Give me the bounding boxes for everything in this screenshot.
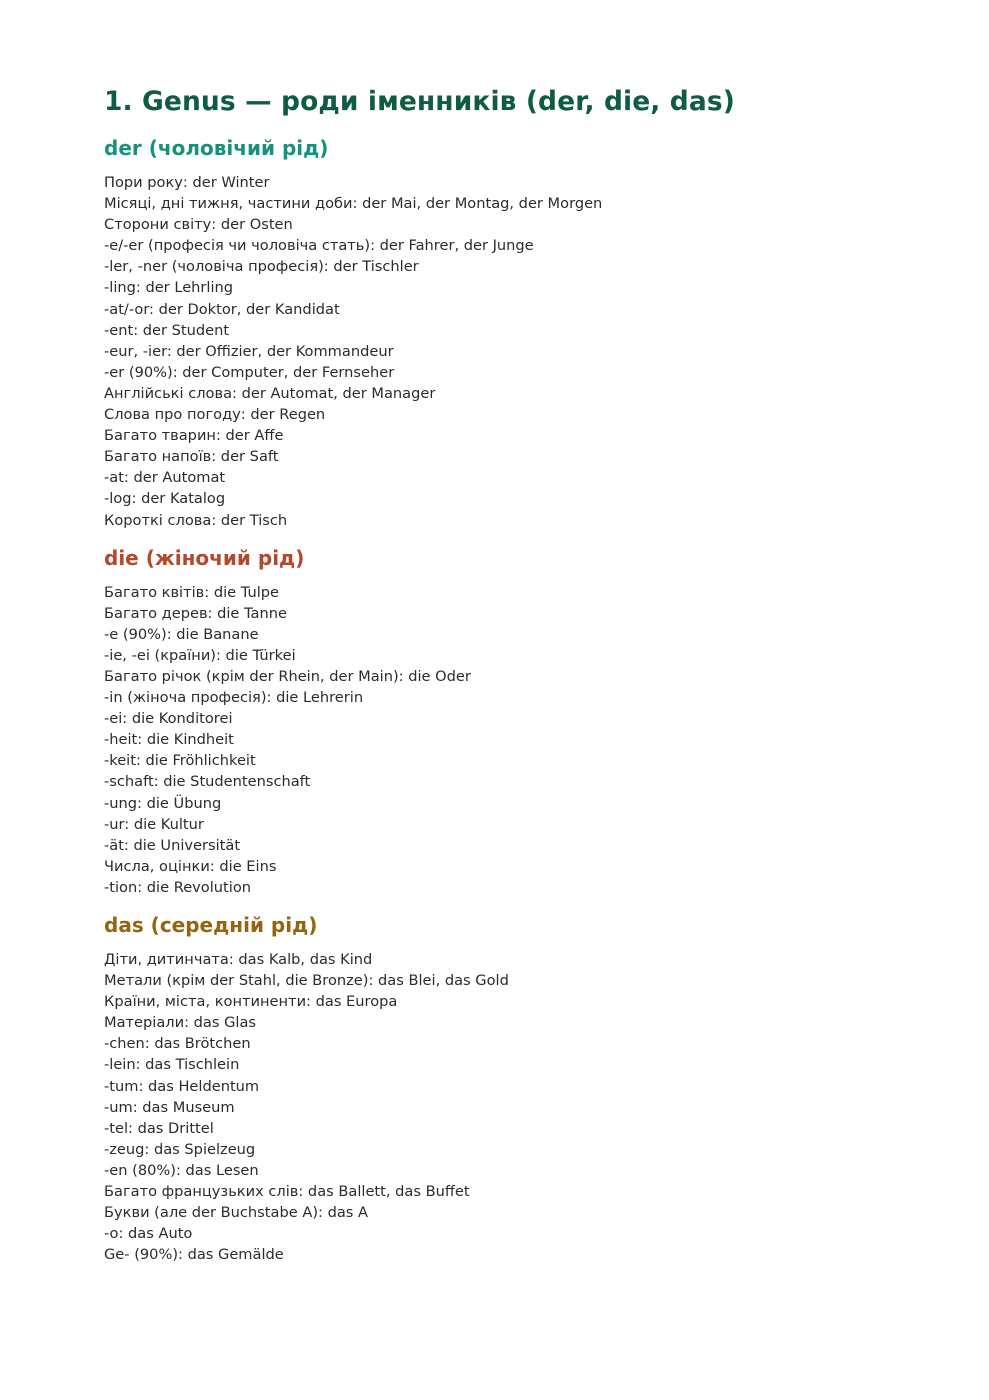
list-item-das: -lein: das Tischlein — [104, 1056, 240, 1074]
list-item-das: -um: das Museum — [104, 1098, 235, 1116]
list-item-der: -ling: der Lehrling — [104, 279, 234, 297]
list-item-das: Діти, дитинчата: das Kalb, das Kind — [104, 951, 373, 968]
list-item-das: Матеріали: das Glas — [104, 1014, 257, 1032]
list-item-der: Короткі слова: der Tisch — [104, 511, 288, 529]
list-item-das: -zeug: das Spielzeug — [104, 1140, 256, 1158]
section-heading-der: der (чоловічий рід) — [104, 136, 329, 160]
list-item-der: Сторони світу: der Osten — [104, 216, 293, 234]
list-item-die: -in (жіноча професія): die Lehrerin — [104, 689, 364, 707]
section-das — [104, 911, 924, 1265]
section-heading-das: das (середній рід) — [104, 913, 318, 937]
list-item-die: Багато дерев: die Tanne — [104, 604, 287, 622]
list-item-das: -o: das Auto — [104, 1225, 193, 1243]
list-item-das: -chen: das Brötchen — [104, 1035, 251, 1053]
list-item-der: -at: der Automat — [104, 469, 226, 487]
list-item-das: Країни, міста, континенти: das Europa — [104, 993, 398, 1011]
list-item-das: -en (80%): das Lesen — [104, 1161, 259, 1179]
list-die — [104, 582, 924, 898]
page-title: 1. Genus — роди іменників (der, die, das) — [104, 86, 735, 117]
section-die — [104, 544, 924, 898]
list-item-die: Числа, оцінки: die Eins — [104, 857, 277, 875]
list-item-die: -heit: die Kindheit — [104, 731, 234, 749]
section-der — [104, 134, 924, 531]
list-item-der: -er (90%): der Computer, der Fernseher — [104, 363, 395, 381]
list-item-das: Ge- (90%): das Gemälde — [104, 1246, 284, 1264]
list-item-der: Слова про погоду: der Regen — [104, 406, 326, 424]
list-item-die: -ie, -ei (країни): die Türkei — [104, 646, 296, 664]
list-item-die: -ät: die Universität — [104, 836, 241, 854]
list-item-der: Пори року: der Winter — [104, 174, 270, 191]
list-item-das: Багато французьких слів: das Ballett, das Buffet — [104, 1183, 470, 1201]
list-item-der: Англійські слова: der Automat, der Manager — [104, 384, 436, 402]
list-item-der: -e/-er (професія чи чоловіча стать): der Fahrer, der Junge — [104, 237, 534, 255]
list-item-das: Букви (але der Buchstabe A): das A — [104, 1204, 368, 1222]
list-item-die: -keit: die Fröhlichkeit — [104, 752, 256, 770]
list-item-die: -e (90%): die Banane — [104, 625, 259, 643]
list-item-die: -ung: die Übung — [104, 794, 222, 812]
list-item-der: -at/-or: der Doktor, der Kandidat — [104, 300, 340, 318]
list-item-der: Багато тварин: der Affe — [104, 427, 284, 445]
list-item-das: -tel: das Drittel — [104, 1119, 214, 1137]
list-item-der: Місяці, дні тижня, частини доби: der Mai, der Montag, der Morgen — [104, 195, 603, 213]
list-item-das: Метали (крім der Stahl, die Bronze): das Blei, das Gold — [104, 972, 509, 990]
list-item-der: Багато напоїв: der Saft — [104, 448, 279, 466]
list-item-der: -log: der Katalog — [104, 490, 226, 508]
list-item-die: -tion: die Revolution — [104, 878, 251, 896]
list-das — [104, 949, 924, 1265]
document-page — [104, 84, 924, 1265]
list-item-die: -ei: die Konditorei — [104, 710, 233, 728]
list-der — [104, 172, 924, 531]
list-item-die: Багато річок (крім der Rhein, der Main): die Oder — [104, 667, 471, 685]
list-item-das: -tum: das Heldentum — [104, 1077, 260, 1095]
list-item-der: -ler, -ner (чоловіча професія): der Tischler — [104, 258, 419, 276]
list-item-die: -schaft: die Studentenschaft — [104, 773, 311, 791]
list-item-der: -ent: der Student — [104, 321, 230, 339]
section-heading-die: die (жіночий рід) — [104, 545, 305, 570]
list-item-die: -ur: die Kultur — [104, 815, 204, 833]
list-item-der: -eur, -ier: der Offizier, der Kommandeur — [104, 342, 394, 360]
list-item-die: Багато квітів: die Tulpe — [104, 583, 279, 601]
